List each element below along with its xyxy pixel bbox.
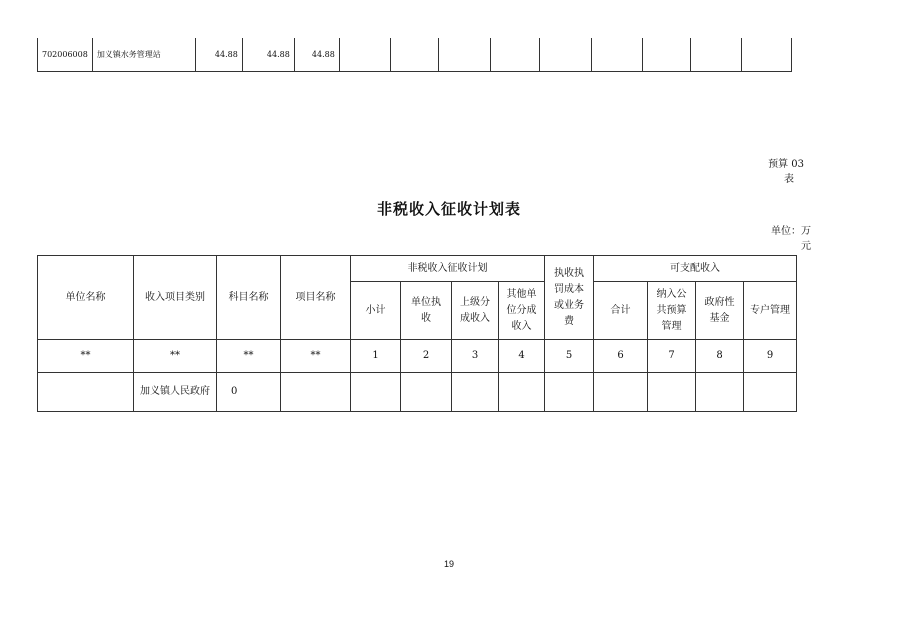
page-number: 19	[443, 559, 454, 569]
empty-cell	[545, 373, 594, 412]
name-cell: 加义镇水务管理站	[92, 38, 195, 72]
index-cell: **	[281, 340, 351, 373]
form-number	[740, 157, 804, 187]
index-cell: 7	[648, 340, 696, 373]
index-row	[38, 340, 797, 373]
unit-label-line1: 单位：万	[771, 226, 811, 237]
empty-cell	[648, 373, 696, 412]
empty-cell	[452, 373, 499, 412]
empty-cell	[499, 373, 545, 412]
previous-table-fragment	[37, 38, 792, 72]
header-text-line: 其他单	[506, 288, 537, 300]
revenue-plan-table	[37, 255, 797, 412]
header-text-line: 共预算	[656, 304, 687, 316]
value-cell: 44.88	[242, 38, 294, 72]
data-subject-cell: 0	[217, 373, 281, 412]
header-special-mgmt: 专户管理	[744, 282, 797, 340]
header-budget-mgmt	[648, 282, 696, 340]
index-cell: 8	[696, 340, 744, 373]
empty-cell	[281, 373, 351, 412]
header-item: 项目名称	[281, 256, 351, 340]
header-total: 合计	[594, 282, 648, 340]
header-text-line: 政府性	[704, 296, 735, 308]
empty-cell	[351, 373, 401, 412]
index-cell: 9	[744, 340, 797, 373]
empty-cell	[642, 38, 690, 72]
table-row	[38, 38, 792, 72]
header-enforce-cost	[545, 256, 594, 340]
empty-cell	[594, 373, 648, 412]
header-upper-share	[452, 282, 499, 340]
index-cell: 4	[499, 340, 545, 373]
header-text-line: 费	[564, 315, 574, 327]
header-text-line: 收	[421, 312, 431, 324]
header-text-line: 上级分	[460, 296, 490, 308]
header-unit-name: 单位名称	[38, 256, 134, 340]
index-cell: 5	[545, 340, 594, 373]
index-cell: 3	[452, 340, 499, 373]
header-text-line: 基金	[709, 312, 730, 324]
header-unit-collect	[401, 282, 452, 340]
header-text-line: 管理	[661, 320, 682, 332]
unit-label-line2: 元	[801, 241, 811, 252]
value-cell: 44.88	[195, 38, 242, 72]
header-text-line: 执收执	[554, 267, 584, 279]
header-text-line: 成收入	[460, 312, 490, 324]
index-cell: 2	[401, 340, 452, 373]
header-text-line: 单位执	[411, 296, 441, 308]
header-text-line: 收入	[511, 320, 532, 332]
header-text-line: 纳入公	[656, 288, 687, 300]
header-other-share	[499, 282, 545, 340]
table-row	[38, 373, 797, 412]
index-cell: **	[38, 340, 134, 373]
index-cell: **	[134, 340, 217, 373]
empty-cell	[690, 38, 741, 72]
empty-cell	[539, 38, 591, 72]
empty-cell	[438, 38, 490, 72]
empty-cell	[591, 38, 642, 72]
header-disposable-group: 可支配收入	[594, 256, 797, 282]
index-cell: 1	[351, 340, 401, 373]
code-cell: 702006008	[38, 38, 93, 72]
empty-cell	[696, 373, 744, 412]
form-number-line1: 预算 03	[768, 159, 804, 170]
index-cell: **	[217, 340, 281, 373]
header-row	[38, 256, 797, 282]
empty-cell	[490, 38, 539, 72]
empty-cell	[741, 38, 791, 72]
header-plan-group: 非税收入征收计划	[351, 256, 545, 282]
index-cell: 6	[594, 340, 648, 373]
empty-cell	[401, 373, 452, 412]
empty-cell	[339, 38, 390, 72]
empty-cell	[744, 373, 797, 412]
form-number-line2: 表	[784, 174, 794, 185]
header-subtotal: 小计	[351, 282, 401, 340]
unit-label	[740, 224, 811, 254]
data-unit-cell	[38, 373, 134, 412]
header-text-line: 或业务	[554, 299, 584, 311]
page-title: 非税收入征收计划表	[376, 200, 521, 218]
empty-cell	[390, 38, 438, 72]
data-category-cell: 加义镇人民政府	[134, 373, 217, 412]
header-subject: 科目名称	[217, 256, 281, 340]
header-text-line: 位分成	[506, 304, 537, 316]
header-text-line: 罚成本	[554, 283, 584, 295]
value-cell: 44.88	[294, 38, 339, 72]
header-category: 收入项目类别	[134, 256, 217, 340]
header-gov-fund	[696, 282, 744, 340]
